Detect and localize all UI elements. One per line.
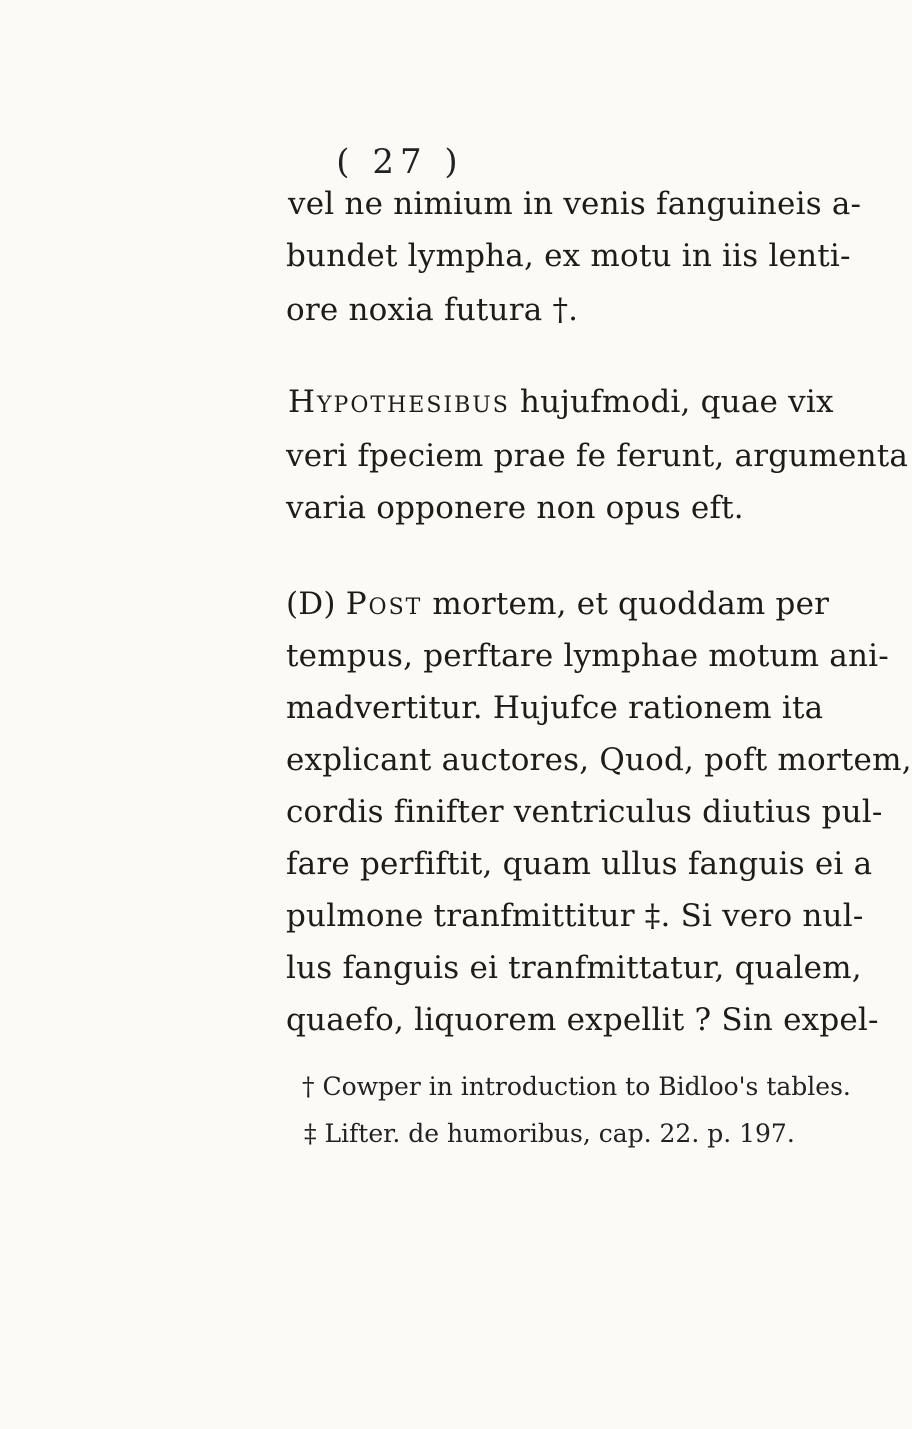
paragraph-2-lead-word: Hypothesibus <box>288 384 510 420</box>
paragraph-3-line-9: quaefo, liquorem expellit ? Sin expel- <box>286 1002 879 1038</box>
text-line-1: vel ne nimium in venis fanguineis a- <box>288 186 862 222</box>
paragraph-3-line-6: fare perfiftit, quam ullus fanguis ei a <box>286 846 873 882</box>
paragraph-2-line-1 <box>288 382 834 422</box>
paragraph-3-line-2: tempus, perftare lymphae motum ani- <box>286 638 889 674</box>
page-number: ( 27 ) <box>336 142 464 182</box>
text-line-2: bundet lympha, ex motu in iis lenti- <box>286 238 851 274</box>
paragraph-3-line-1 <box>286 584 829 624</box>
paragraph-3-lead-word: Post <box>345 586 423 622</box>
footnote-2: ‡ Lifter. de humoribus, cap. 22. p. 197. <box>304 1119 795 1148</box>
paragraph-2-line-3: varia opponere non opus eft. <box>286 490 744 526</box>
paragraph-3-line-7: pulmone tranfmittitur ‡. Si vero nul- <box>286 898 864 934</box>
paragraph-3-marker: (D) <box>286 586 346 622</box>
paragraph-3-line-3: madvertitur. Hujufce rationem ita <box>286 690 824 726</box>
text-line-3: ore noxia futura †. <box>286 292 579 328</box>
paragraph-3-line-4: explicant auctores, Quod, poft mortem, <box>286 742 912 778</box>
paragraph-3-line-8: lus fanguis ei tranfmittatur, qualem, <box>286 950 862 986</box>
paragraph-3-line-1-text: mortem, et quoddam per <box>422 586 830 622</box>
footnote-1: † Cowper in introduction to Bidloo's tables. <box>302 1072 851 1101</box>
paragraph-2-line-2: veri fpeciem prae fe ferunt, argumenta <box>286 438 909 474</box>
paragraph-2-line-1-text: hujufmodi, quae vix <box>509 384 834 420</box>
paragraph-3-line-5: cordis finifter ventriculus diutius pul- <box>286 794 883 830</box>
